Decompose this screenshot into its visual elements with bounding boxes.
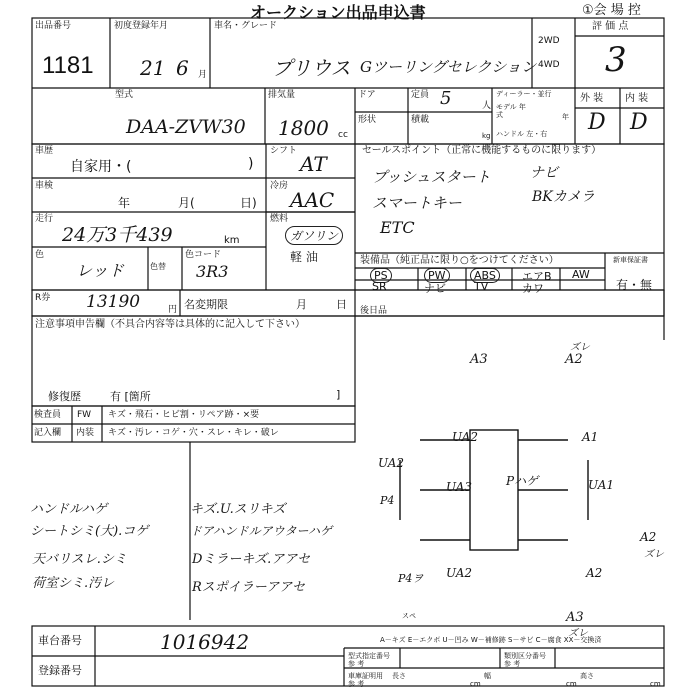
mark-p-hage-roof: Pハゲ [506, 474, 539, 488]
door-label: ドア [358, 90, 376, 100]
mark-a3-bottom: A3 [566, 610, 584, 625]
equip-pw: PW [424, 268, 450, 283]
fw-label: FW [77, 410, 92, 420]
exterior-grade: D [588, 110, 606, 135]
km-unit: km [224, 235, 240, 246]
drive-4wd: 4WD [538, 60, 560, 70]
interior-label: 内 装 [625, 93, 649, 104]
month-unit: 月 [198, 70, 208, 80]
mark-a2-right: A2 [640, 530, 657, 544]
cc-unit: cc [338, 130, 348, 140]
color-change-label: 色替 [150, 262, 166, 271]
length-label: 長さ [392, 672, 406, 680]
handle-label: ハンドル 左・右 [496, 130, 548, 138]
header-title: オークション出品申込書 [250, 3, 426, 22]
equip-abs: ABS [470, 268, 500, 283]
fuel-label: 燃料 [270, 214, 289, 224]
repair-history-label: 修復歴 [48, 390, 81, 403]
garage-cert-label: 車庫証明用 参 考 [348, 672, 383, 688]
inspection-day-label: 日) [240, 196, 257, 210]
sales-point-bk-camera: BKカメラ [532, 189, 595, 205]
comment-right-1: キズ.U.スリキズ [190, 502, 286, 517]
type-designation-label: 型式指定番号 参 考 [348, 652, 390, 668]
interior-grade: D [630, 110, 648, 135]
dealer-label: ディーラー・並行 [496, 90, 552, 98]
sales-points-label: セールスポイント（正常に機能するものに限ります） [362, 145, 602, 156]
fuel-gasoline: ガソリン [285, 226, 343, 245]
inspection-label: 車検 [35, 181, 54, 191]
color-value: レッド [76, 261, 124, 280]
chassis-number-label: 車台番号 [38, 634, 82, 647]
later-items-label: 後日品 [360, 306, 388, 316]
registration-month: 6 [176, 56, 189, 80]
inspector-label: 検査員 [34, 410, 62, 420]
diagram-legend: A－キズ E－エクボ U－凹み W－補修跡 S－サビ C－腐食 XX－交換済 [380, 636, 602, 644]
mark-a2-top: A2 [565, 352, 583, 367]
mark-zure-right: ズレ [644, 549, 664, 560]
venue-copy-label: ①会 場 控 [582, 3, 641, 18]
inspection-year-label: 年 [118, 196, 131, 210]
score-label: 評 価 点 [592, 21, 629, 32]
drive-2wd: 2WD [538, 36, 560, 46]
aircon-value: AAC [290, 188, 335, 212]
equip-airbag: エアB [522, 270, 552, 283]
comment-right-2: ドアハンドルアウターハゲ [190, 524, 332, 538]
lot-number: 1181 [42, 52, 94, 79]
kg-unit: kg [482, 132, 491, 140]
repair-history-value: 有 [箇所 [110, 390, 151, 403]
equipment-label: 装備品（純正品に限り○をつけてください） [360, 255, 559, 266]
cm-unit-2: cm [566, 680, 577, 688]
mark-ua2-front: UA2 [452, 430, 479, 444]
equip-navi: ナビ [424, 282, 446, 295]
sales-point-push-start: プッシュスタート [372, 168, 491, 186]
model-code: DAA-ZVW30 [126, 116, 246, 138]
mark-p4-left: P4 [380, 494, 395, 507]
capacity: 5 [440, 88, 452, 109]
first-registration-label: 初度登録年月 [114, 21, 169, 31]
interior-short-label: 内装 [76, 428, 95, 438]
load-label: 積載 [411, 115, 430, 125]
comment-left-2: シートシミ(大).コゲ [30, 524, 149, 539]
width-label: 幅 [484, 672, 491, 680]
color-code: 3R3 [196, 262, 229, 281]
score-value: 3 [605, 40, 627, 80]
cm-unit-1: cm [470, 680, 481, 688]
inspector-entry-label: 記入欄 [34, 428, 62, 438]
recycle-value: 13190 [86, 292, 141, 312]
person-unit: 人 [482, 101, 492, 111]
car-name: プリウス [272, 56, 351, 80]
new-warranty-label: 新車保証書 [613, 256, 648, 264]
model-label: 型式 [115, 90, 134, 100]
comment-right-3: Dミラーキズ.アアセ [192, 552, 311, 567]
model-year-label: モデル 年式 [496, 103, 526, 119]
car-name-label: 車名・グレード [214, 21, 278, 31]
mileage-value: 24万3千439 [62, 224, 173, 246]
name-change-month: 月 [296, 298, 307, 311]
shift-label: シフト [270, 146, 298, 156]
capacity-label: 定員 [411, 90, 430, 100]
comment-right-4: Rスポイラーアアセ [192, 580, 306, 595]
displacement-label: 排気量 [268, 90, 296, 100]
inspection-month-label: 月( [178, 196, 195, 210]
mileage-label: 走行 [35, 214, 54, 224]
registration-year: 21 [140, 56, 166, 80]
mark-ua3-center: UA3 [446, 480, 473, 494]
car-diagram [399, 372, 589, 607]
mark-ua2-left: UA2 [378, 456, 405, 470]
color-label: 色 [35, 250, 45, 260]
equip-tv: TV [474, 280, 489, 293]
yen-unit: 円 [168, 305, 178, 315]
recycle-label: R券 [35, 293, 51, 303]
mark-spare: スペ [402, 612, 416, 620]
comment-left-3: 天バリスレ.シミ [32, 552, 127, 567]
comment-left-4: 荷室シミ.汚レ [32, 576, 115, 591]
lot-number-label: 出品番号 [35, 21, 72, 31]
inspector-row1: キズ・飛石・ヒビ割・リペア跡・×要 [108, 410, 260, 420]
usage-value: 自家用・( [70, 159, 132, 175]
inspector-row2: キズ・汚レ・コゲ・穴・スレ・キレ・破レ [108, 428, 279, 438]
notes-label: 注意事項申告欄（不具合内容等は具体的に記入して下さい） [35, 319, 305, 330]
classification-label: 類別区分番号 参 考 [504, 652, 546, 668]
mark-zure-top: ズレ [570, 342, 590, 353]
warranty-value: 有・無 [616, 278, 653, 292]
sales-point-navi: ナビ [530, 165, 558, 181]
mark-ua1-right: UA1 [588, 478, 615, 492]
mark-ua2-rear: UA2 [446, 566, 473, 580]
sales-point-smart-key: スマートキー [372, 194, 462, 212]
comment-left-1: ハンドルハゲ [30, 502, 108, 517]
height-label: 高さ [580, 672, 594, 680]
equip-leather: カワ [522, 282, 544, 295]
registration-number-label: 登録番号 [38, 664, 82, 677]
cm-unit-3: cm [650, 680, 661, 688]
chassis-number: 1016942 [160, 630, 250, 654]
mark-a1-front: A1 [582, 430, 599, 444]
name-change-label: 名変期限 [184, 298, 228, 311]
car-grade: Gツーリングセレクション [360, 58, 537, 76]
equip-ps: PS [370, 268, 392, 283]
mark-p4-rear: P4ヲ [398, 572, 424, 585]
usage-close: ) [248, 156, 254, 172]
mark-a3-top: A3 [470, 352, 488, 367]
mark-a2-rear: A2 [586, 566, 603, 580]
sales-point-etc: ETC [380, 218, 415, 237]
mark-zure-bottom: ズレ [568, 628, 588, 639]
repair-history-close: ] [336, 388, 341, 401]
year-unit: 年 [562, 113, 569, 121]
name-change-day: 日 [336, 298, 347, 311]
aircon-label: 冷房 [270, 181, 289, 191]
usage-label: 車歴 [35, 146, 54, 156]
displacement: 1800 [278, 116, 329, 140]
shape-label: 形状 [358, 115, 377, 125]
equip-sr: SR [372, 280, 387, 293]
shift-value: AT [300, 152, 327, 176]
equip-aw: AW [572, 268, 590, 281]
color-code-label: 色コード [185, 250, 222, 260]
exterior-label: 外 装 [580, 93, 604, 104]
fuel-diesel: 軽 油 [290, 250, 318, 264]
